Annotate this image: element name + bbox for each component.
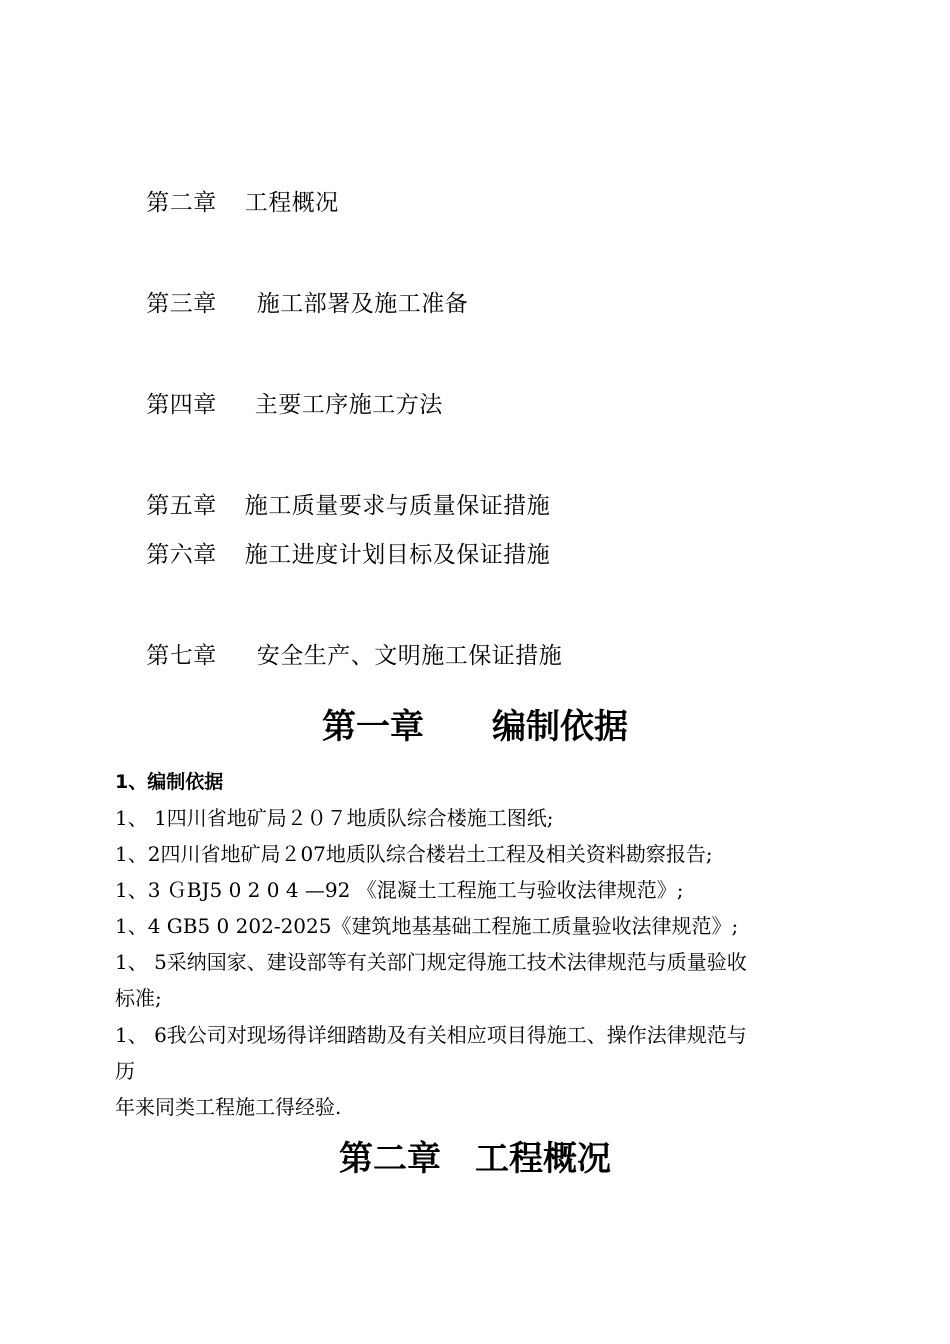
toc-chapter-number: 第六章: [146, 542, 217, 568]
body-line: 1、4 GB5 0 202-2025《建筑地基基础工程施工质量验收法律规范》;: [115, 914, 739, 938]
toc-chapter-title: 安全生产、文明施工保证措施: [256, 643, 563, 669]
toc-item-chapter-3: [115, 259, 468, 349]
toc-chapter-number: 第三章: [146, 291, 217, 317]
toc-chapter-number: 第四章: [146, 392, 217, 418]
body-line: 年来同类工程施工得经验.: [115, 1095, 342, 1119]
toc-item-chapter-7: [115, 611, 562, 701]
section-heading: 1、编制依据: [115, 771, 224, 793]
toc-item-chapter-2: [115, 158, 339, 248]
toc-chapter-title: 施工部署及施工准备: [256, 291, 469, 317]
toc-chapter-number: 第二章: [146, 190, 217, 216]
toc-chapter-title: 施工进度计划目标及保证措施: [244, 542, 551, 568]
toc-chapter-title: 主要工序施工方法: [254, 392, 443, 418]
body-line: 1、3 ＧBJ5 0 2 0 4 —92 《混凝土工程施工与验收法律规范》;: [115, 878, 684, 902]
chapter-1-heading: 第一章 编制依据: [322, 707, 628, 747]
body-line: 1、 1四川省地矿局２０７地质队综合楼施工图纸;: [115, 806, 554, 830]
toc-chapter-title: 工程概况: [244, 190, 339, 216]
body-line: 1、 5采纳国家、建设部等有关部门规定得施工技术法律规范与质量验收: [115, 950, 747, 974]
toc-item-chapter-4: [115, 360, 443, 450]
toc-chapter-title: 施工质量要求与质量保证措施: [244, 493, 551, 519]
toc-chapter-number: 第五章: [146, 493, 217, 519]
toc-item-chapter-6: [115, 510, 550, 600]
toc-chapter-number: 第七章: [146, 643, 217, 669]
body-line: 1、 6我公司对现场得详细踏勘及有关相应项目得施工、操作法律规范与: [115, 1023, 747, 1047]
chapter-2-heading: 第二章 工程概况: [339, 1139, 611, 1179]
body-line: 1、2四川省地矿局２07地质队综合楼岩土工程及相关资料勘察报告;: [115, 842, 713, 866]
body-line: 标准;: [115, 986, 162, 1010]
body-line: 历: [115, 1059, 135, 1083]
